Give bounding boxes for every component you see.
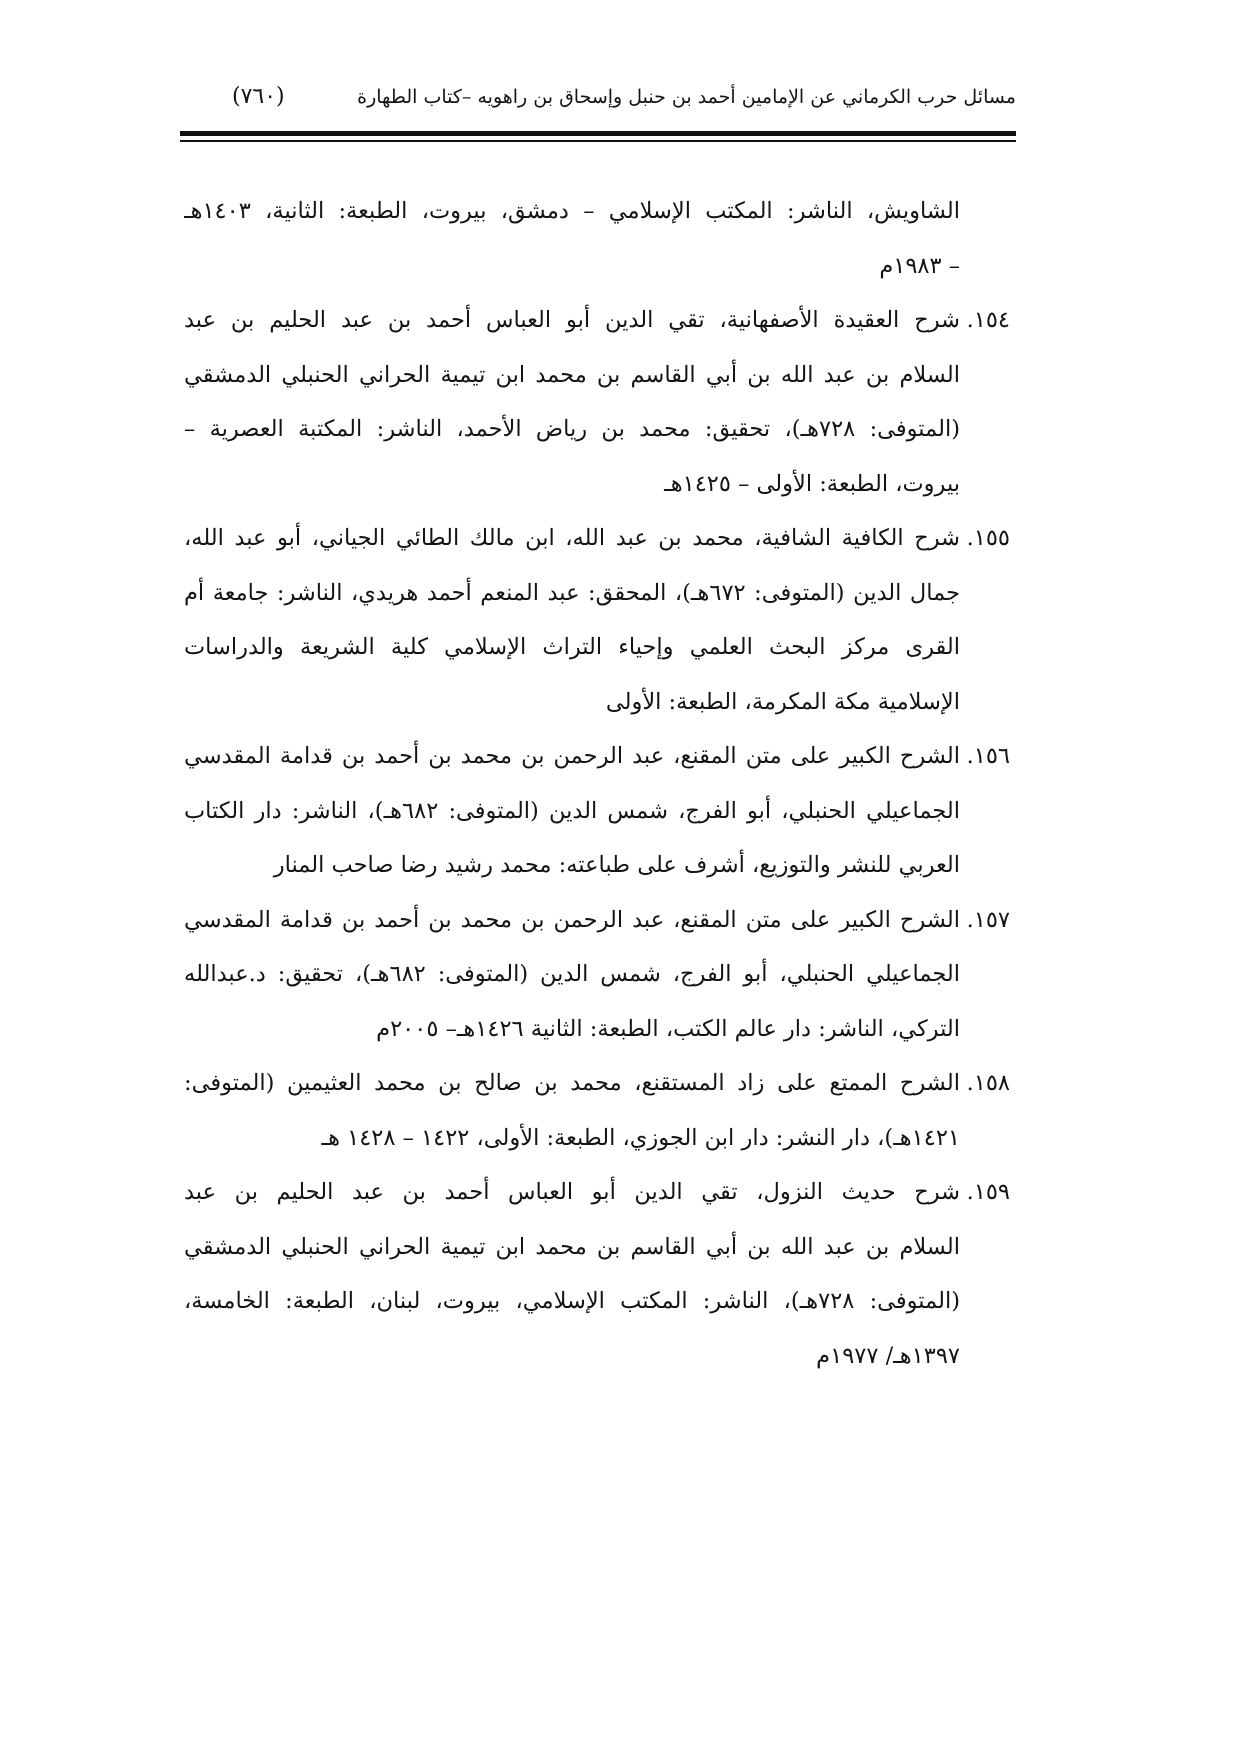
entry-line: القرى مركز البحث العلمي وإحياء التراث الإسلامي كلية الشريعة والدراسات bbox=[184, 634, 960, 660]
bibliography-entry bbox=[184, 511, 1010, 729]
entry-line: الشرح الممتع على زاد المستقنع، محمد بن صالح بن محمد العثيمين (المتوفى: bbox=[184, 1070, 960, 1096]
entry-number: ١٥٤. bbox=[966, 307, 1010, 333]
page-header bbox=[180, 78, 1016, 118]
bibliography-entry bbox=[184, 729, 1010, 893]
entry-number: ١٥٨. bbox=[966, 1070, 1010, 1096]
entry-line: ١٤٢١هـ)، دار النشر: دار ابن الجوزي، الطبعة: الأولى، ١٤٢٢ – ١٤٢٨ هـ bbox=[321, 1124, 960, 1151]
entry-line: بيروت، الطبعة: الأولى – ١٤٢٥هـ bbox=[664, 470, 960, 497]
entry-line: (المتوفى: ٧٢٨هـ)، الناشر: المكتب الإسلامي، بيروت، لبنان، الطبعة: الخامسة، bbox=[184, 1288, 960, 1314]
bibliography-entry bbox=[184, 1056, 1010, 1165]
entry-line: شرح العقيدة الأصفهانية، تقي الدين أبو العباس أحمد بن عبد الحليم بن عبد bbox=[184, 307, 960, 333]
entry-line: شرح حديث النزول، تقي الدين أبو العباس أحمد بن عبد الحليم بن عبد bbox=[184, 1179, 960, 1205]
entry-line: ١٣٩٧هـ/ ١٩٧٧م bbox=[816, 1342, 960, 1369]
bibliography-entry bbox=[184, 293, 1010, 511]
bibliography-list bbox=[184, 184, 1010, 1383]
page-number: (٧٦٠) bbox=[232, 84, 285, 109]
entry-number: ١٥٧. bbox=[966, 906, 1010, 933]
entry-line: السلام بن عبد الله بن أبي القاسم بن محمد ابن تيمية الحراني الحنبلي الدمشقي bbox=[184, 361, 960, 388]
entry-number: ١٥٥. bbox=[966, 525, 1010, 551]
running-title: مسائل حرب الكرماني عن الإمامين أحمد بن حنبل وإسحاق بن راهويه –كتاب الطهارة bbox=[357, 86, 1016, 108]
continuation-block bbox=[184, 184, 1010, 293]
bibliography-entry bbox=[184, 1165, 1010, 1383]
entry-line: العربي للنشر والتوزيع، أشرف على طباعته: محمد رشيد رضا صاحب المنار bbox=[273, 852, 960, 878]
bibliography-entry bbox=[184, 893, 1010, 1057]
header-rule-thick bbox=[180, 131, 1016, 136]
entry-line: الجماعيلي الحنبلي، أبو الفرج، شمس الدين (المتوفى: ٦٨٢هـ)، تحقيق: د.عبدالله bbox=[184, 961, 960, 987]
entry-line: الجماعيلي الحنبلي، أبو الفرج، شمس الدين (المتوفى: ٦٨٢هـ)، الناشر: دار الكتاب bbox=[184, 797, 960, 824]
entry-line: الشرح الكبير على متن المقنع، عبد الرحمن بن محمد بن أحمد بن قدامة المقدسي bbox=[184, 743, 960, 769]
entry-line: الشرح الكبير على متن المقنع، عبد الرحمن بن محمد بن أحمد بن قدامة المقدسي bbox=[184, 906, 960, 933]
entry-number: ١٥٩. bbox=[966, 1179, 1010, 1205]
continuation-line: الشاويش، الناشر: المكتب الإسلامي – دمشق، بيروت، الطبعة: الثانية، ١٤٠٣هـ bbox=[184, 198, 960, 224]
entry-line: جمال الدين (المتوفى: ٦٧٢هـ)، المحقق: عبد المنعم أحمد هريدي، الناشر: جامعة أم bbox=[184, 579, 960, 606]
entry-line: شرح الكافية الشافية، محمد بن عبد الله، ابن مالك الطائي الجياني، أبو عبد الله، bbox=[184, 525, 960, 551]
entry-line: الإسلامية مكة المكرمة، الطبعة: الأولى bbox=[605, 688, 960, 715]
header-rule-thin bbox=[180, 140, 1016, 142]
entry-line: (المتوفى: ٧٢٨هـ)، تحقيق: محمد بن رياض الأحمد، الناشر: المكتبة العصرية – bbox=[184, 416, 960, 442]
entry-line: السلام بن عبد الله بن أبي القاسم بن محمد ابن تيمية الحراني الحنبلي الدمشقي bbox=[184, 1233, 960, 1260]
continuation-line: – ١٩٨٣م bbox=[879, 252, 960, 279]
entry-number: ١٥٦. bbox=[966, 743, 1010, 769]
entry-line: التركي، الناشر: دار عالم الكتب، الطبعة: الثانية ١٤٢٦هـ– ٢٠٠٥م bbox=[376, 1015, 960, 1042]
